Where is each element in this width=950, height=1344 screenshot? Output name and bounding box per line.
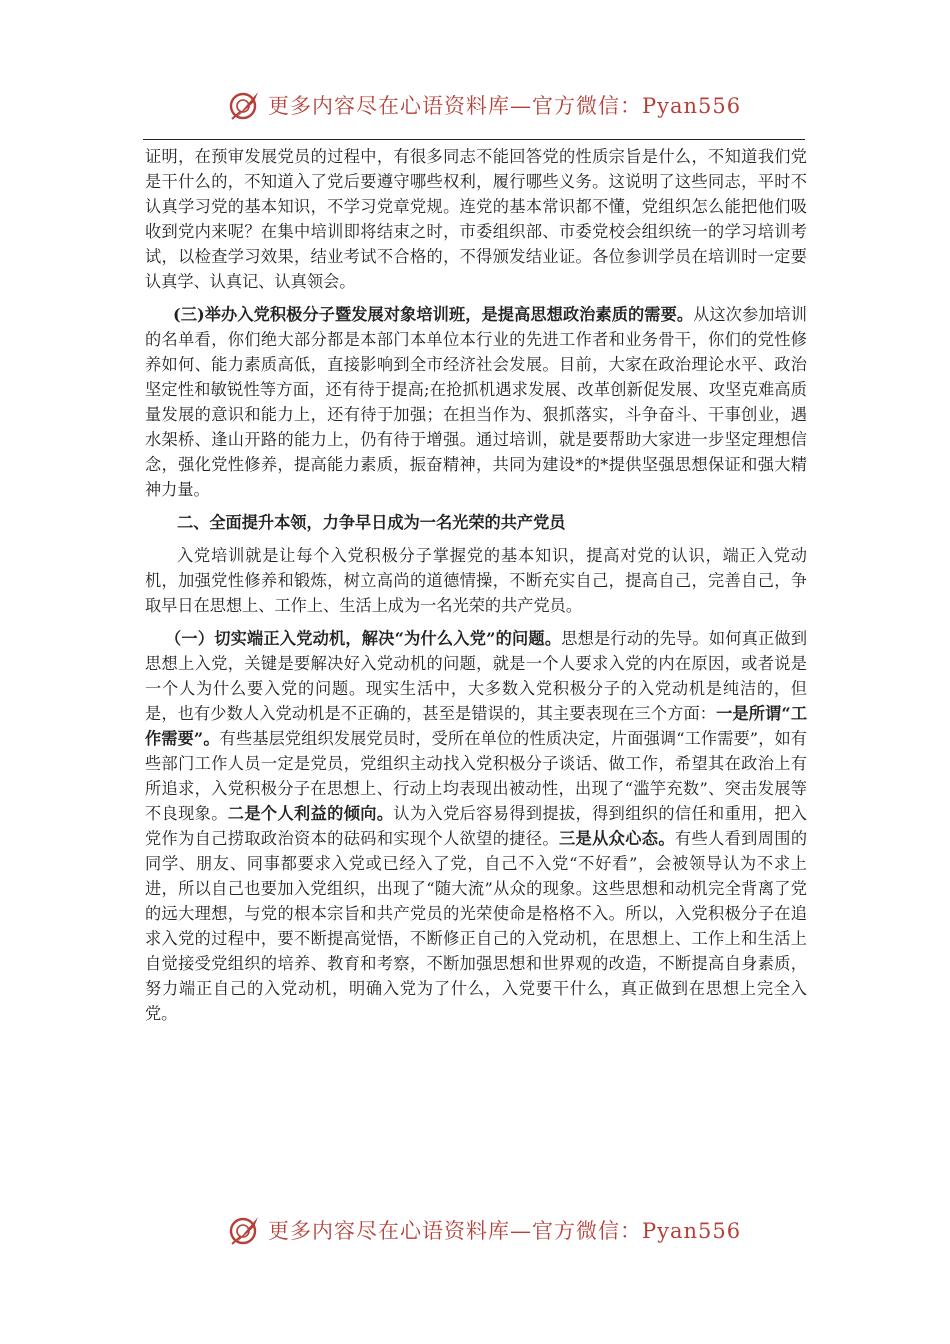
- paragraph-2: [145, 302, 807, 502]
- paragraph-4-text-3: 认为入党后容易得到提拔，得到组织的信任和重用，把入党作为自己捞取政治资本的砝码和实现个人欲望的捷径。: [145, 804, 807, 848]
- section-heading-2-text: 二、全面提升本领，力争早日成为一名光荣的共产党员: [177, 513, 566, 532]
- paragraph-1: 证明，在预审发展党员的过程中，有很多同志不能回答党的性质宗旨是什么，不知道我们党是干什么的，不知道入了党后要遵守哪些权利，履行哪些义务。这说明了这些同志，平时不认真学习党的基本知识，不学习党章党规。连党的基本常识都不懂，党组织怎么能把他们吸收到党内来呢？在集中培训即将结束之时，市委组织部、市委党校会组织统一的学习培训考试，以检查学习效果，结业考试不合格的，不得颁发结业证。各位参训学员在培训时一定要认真学、认真记、认真领会。: [145, 147, 807, 291]
- footer-banner-text: 更多内容尽在心语资料库—官方微信：Pyan556: [268, 1219, 742, 1243]
- section-heading-2: [145, 510, 807, 535]
- footer-banner: [228, 1210, 741, 1250]
- paragraph-4-text-4: 有些人看到周围的同学、朋友、同事都要求入党或已经入了党，自己不入党“不好看”，会被领导认为不求上进，所以自己也要加入党组织，出现了“随大流”从众的现象。这些思想和动机完全背离了党的远大理想，与党的根本宗旨和共产党员的光荣使命是格格不入。所以，入党积极分子在追求入党的过程中，要不断提高觉悟，不断修正自己的入党动机，在思想上、工作上和生活上自觉接受党组织的培养、教育和考察，不断加强思想和世界观的改造，不断提高自身素质，努力端正自己的入党动机，明确入党为了什么，入党要干什么，真正做到在思想上完全入党。: [145, 829, 808, 1023]
- paragraph-4-heading: （一）切实端正入党动机，解决“为什么入党”的问题。: [165, 629, 562, 648]
- paragraph-2-heading: (三)举办入党积极分子暨发展对象培训班，是提高思想政治素质的需要。: [173, 305, 694, 324]
- paragraph-4-point-3: 三是从众心态。: [558, 829, 675, 848]
- paragraph-2-text: 从这次参加培训的名单看，你们绝大部分都是本部门本单位本行业的先进工作者和业务骨干，你们的党性修养如何、能力素质高低，直接影响到全市经济社会发展。目前，大家在政治理论水平、政治坚定性和敏锐性等方面，还有待于提高;在抢抓机遇求发展、改革创新促发展、攻坚克难高质量发展的意识和能力上，还有待于加强；在担当作为、狠抓落实，斗争奋斗、干事创业，遇水架桥、逢山开路的能力上，仍有待于增强。通过培训，就是要帮助大家进一步坚定理想信念，强化党性修养，提高能力素质，振奋精神，共同为建设*的*提供坚强思想保证和强大精神力量。: [145, 305, 807, 499]
- header-divider: [143, 139, 805, 140]
- quill-logo-icon: [228, 1213, 262, 1247]
- header-banner-text: 更多内容尽在心语资料库—官方微信：Pyan556: [268, 94, 742, 118]
- paragraph-4-text-1: 思想是行动的先导。如何真正做到思想上入党，关键是要解决好入党动机的问题，就是一个人要求入党的内在原因，或者说是一个人为什么要入党的问题。现实生活中，大多数入党积极分子的入党动机是纯洁的，但是，也有少数人入党动机是不正确的，甚至是错误的，其主要表现在三个方面：: [145, 629, 808, 723]
- paragraph-3: 入党培训就是让每个入党积极分子掌握党的基本知识，提高对党的认识，端正入党动机，加强党性修养和锻炼，树立高尚的道德情操，不断充实自己，提高自己，完善自己，争取早日在思想上、工作上、生活上成为一名光荣的共产党员。: [145, 546, 807, 615]
- header-banner: [228, 85, 741, 125]
- paragraph-4-text-2: 有些基层党组织发展党员时，受所在单位的性质决定，片面强调“工作需要”，如有些部门工作人员一定是党员，党组织主动找入党积极分子谈话、做工作，希望其在政治上有所追求，入党积极分子在思想上、行动上均表现出被动性，出现了“滥竽充数”、突击发展等不良现象。: [145, 729, 807, 823]
- paragraph-4: [145, 626, 807, 1026]
- paragraph-4-point-2: 二是个人利益的倾向。: [227, 804, 394, 823]
- document-body: [145, 144, 807, 1034]
- paragraph-4-point-1: 一是所谓“工作需要”。: [145, 704, 808, 748]
- quill-logo-icon: [228, 88, 262, 122]
